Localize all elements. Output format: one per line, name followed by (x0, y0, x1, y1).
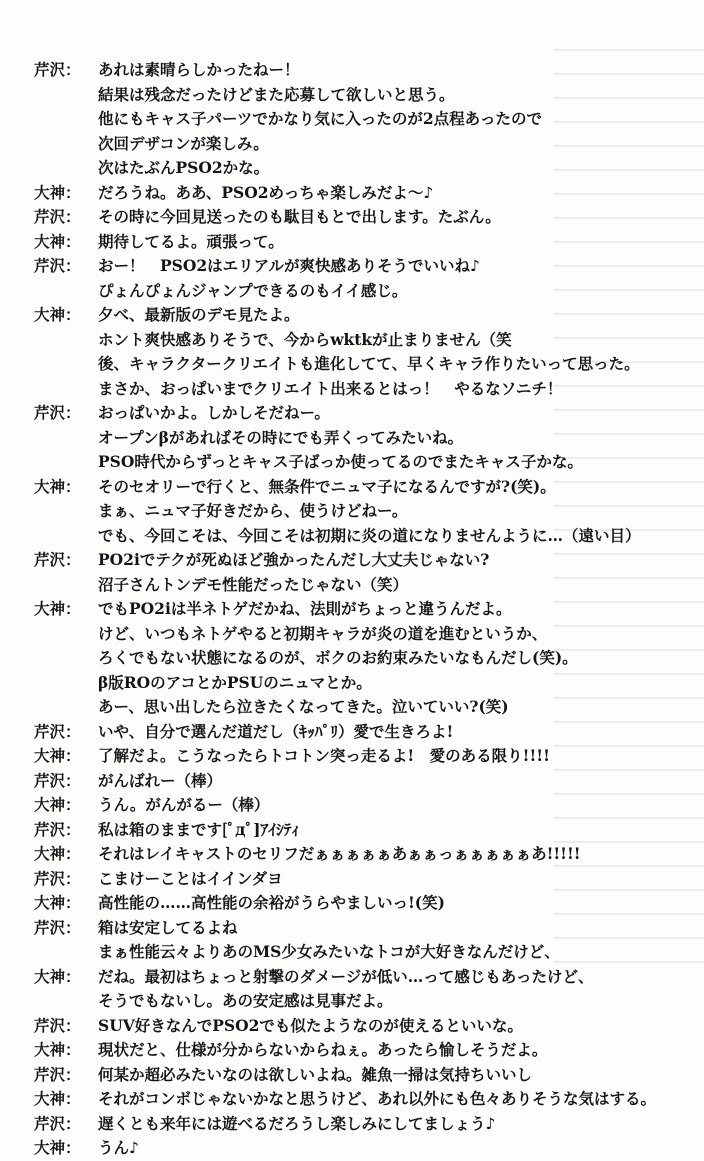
speaker-name: 大神： (34, 305, 81, 324)
speech-line: まさか、おっぱいまでクリエイト出来るとはっ！ やるなソニチ！ (98, 378, 563, 398)
speech-line: 期待してるよ。頑張って。 (98, 231, 284, 251)
speech-line: あれは素晴らしかったねー！ (98, 60, 300, 79)
dialogue-entry (34, 891, 684, 916)
speech-line: こまけーことはイインダヨ (98, 868, 283, 888)
dialogue-entry (34, 1014, 684, 1039)
speaker-name: 大神： (34, 795, 81, 814)
dialogue-entry (34, 818, 684, 843)
dialogue-entry (34, 205, 684, 230)
dialogue-entry (34, 720, 684, 745)
speech-text (98, 475, 684, 549)
speech-text (98, 205, 684, 230)
speech-text (98, 303, 684, 401)
speech-text (98, 1087, 684, 1112)
speech-line: あー、思い出したら泣きたくなってきた。泣いていい?(笑) (98, 697, 509, 716)
speech-line: そのセオリーで行くと、無条件でニュマ子になるんですが?(笑)。 (98, 476, 556, 496)
dialogue-entry (34, 230, 684, 255)
speaker-name: 芹沢： (34, 256, 81, 275)
speech-text (98, 720, 684, 745)
speech-text (98, 769, 684, 794)
speech-text (98, 230, 684, 255)
speech-text (98, 401, 684, 475)
speaker-name: 大神： (34, 746, 81, 765)
speech-text (98, 867, 684, 892)
speech-line: がんばれー（棒） (98, 770, 223, 790)
dialogue-entry (34, 401, 684, 475)
speech-text (98, 793, 684, 818)
dialogue-entry (34, 1063, 684, 1088)
dialogue-entry (34, 597, 684, 720)
speaker-name: 大神： (34, 231, 81, 251)
speech-text (98, 181, 684, 206)
dialogue-entry (34, 1136, 684, 1161)
dialogue-entry (34, 793, 684, 818)
speaker-name: 芹沢： (34, 403, 81, 422)
speech-line: その時に今回見送ったのも駄目もとで出します。たぶん。 (98, 207, 501, 226)
speech-line: 了解だよ。こうなったらトコトン突っ走るよ! 愛のある限り!!!! (98, 746, 550, 765)
speaker-name: 芹沢： (34, 207, 81, 226)
speaker-name: 芹沢： (34, 1064, 81, 1084)
speaker-name: 芹沢： (34, 770, 81, 790)
speech-line: それはレイキャストのセリフだぁぁぁぁぁあぁぁっぁぁぁぁぁあ!!!!! (98, 844, 581, 863)
speaker-name: 芹沢： (34, 868, 81, 888)
speech-line: まぁ、ニュマ子好きだから、使うけどねー。 (98, 501, 408, 520)
speech-line: だろうね。ああ、PSO2めっちゃ楽しみだよ～♪ (98, 182, 434, 202)
dialogue-entry (34, 58, 684, 181)
speech-line: そうでもないし。あの安定感は見事だよ。 (98, 991, 393, 1010)
speech-text (98, 818, 684, 843)
speech-line: 次はたぶんPSO2かな。 (98, 158, 270, 177)
speech-line: 結果は残念だったけどまた応募して欲しいと思う。 (98, 84, 455, 104)
speech-line: でも、今回こそは、今回こそは初期に炎の道になりませんように…（遠い目） (98, 525, 641, 545)
speech-text (98, 891, 684, 916)
speech-line: ぴょんぴょんジャンプできるのもイイ感じ。 (98, 280, 408, 300)
speech-line: 何某か超必みたいなのは欲しいよね。雑魚一掃は気持ちいいし (98, 1064, 533, 1084)
dialogue-entry (34, 548, 684, 597)
speech-text (98, 1038, 684, 1063)
dialogue-entry (34, 842, 684, 867)
speech-line: PSO時代からずっとキャス子ばっか使ってるのでまたキャス子かな。 (98, 452, 583, 471)
speech-line: おー！ PSO2はエリアルが爽快感ありそうでいいね♪ (98, 256, 480, 275)
dialogue-entry (34, 1087, 684, 1112)
speech-text (98, 254, 684, 303)
speech-text (98, 548, 684, 597)
dialogue-entry (34, 769, 684, 794)
speech-line: 夕べ、最新版のデモ見たよ。 (98, 305, 300, 324)
speaker-name: 大神： (34, 476, 81, 496)
speech-line: オープンβがあればその時にでも弄くってみたいね。 (98, 427, 464, 447)
speech-line: いや、自分で選んだ道だし（ｷｯﾊﾟﾘ）愛で生きろよ! (98, 721, 454, 741)
speech-line: まぁ性能云々よりあのMS少女みたいなトコが大好きなんだけど、 (98, 942, 560, 961)
speech-line: うん♪ (98, 1138, 139, 1157)
speech-line: ろくでもない状態になるのが、ボクのお約束みたいなもんだし(笑)。 (98, 648, 578, 667)
speaker-name: 大神： (34, 844, 81, 863)
speaker-name: 大神： (34, 599, 81, 618)
dialogue-entry (34, 1112, 684, 1137)
dialogue-entry (34, 254, 684, 303)
speech-line: うん。がんがるー（棒） (98, 795, 270, 814)
speaker-name: 芹沢： (34, 1015, 81, 1035)
speech-line: 沼子さんトンデモ性能だったじゃない（笑） (98, 574, 409, 594)
speaker-name: 大神： (34, 966, 81, 986)
speech-text (98, 744, 684, 769)
speech-line: β版ROのアコとかPSUのニュマとか。 (98, 672, 372, 692)
dialogue-entry (34, 1038, 684, 1063)
speech-line: 私は箱のままです[ﾟдﾟ]ｱｲｼﾃｨ (98, 819, 300, 839)
speaker-name: 芹沢： (34, 917, 81, 937)
speech-line: だね。最初はちょっと射撃のダメージが低い…って感じもあったけど、 (98, 966, 594, 986)
speaker-name: 大神： (34, 1040, 81, 1059)
speech-line: けど、いつもネトゲやると初期キャラが炎の道を進むというか、 (98, 623, 548, 643)
speech-line: SUV好きなんでPSO2でも似たようなのが使えるといいな。 (98, 1015, 523, 1035)
speaker-name: 芹沢： (34, 1113, 81, 1133)
speech-text (98, 1136, 684, 1161)
speech-line: ホント爽快感ありそうで、今からwktkが止まりません（笑 (98, 329, 512, 349)
dialogue-entry (34, 916, 684, 965)
dialogue-transcript (34, 58, 684, 1161)
speech-text (98, 965, 684, 1014)
speech-line: 箱は安定してるよね (98, 917, 238, 937)
speech-line: 他にもキャス子パーツでかなり気に入ったのが2点程あったので (98, 109, 543, 128)
speech-line: 後、キャラクタークリエイトも進化してて、早くキャラ作りたいって思った。 (98, 354, 640, 373)
speech-line: 遅くとも来年には遊べるだろうし楽しみにしてましょう♪ (98, 1113, 496, 1133)
dialogue-entry (34, 867, 684, 892)
speaker-name: 大神： (34, 182, 81, 202)
speech-line: それがコンボじゃないかなと思うけど、あれ以外にも色々ありそうな気はする。 (98, 1089, 657, 1108)
speech-line: PO2iでテクが死ぬほど強かったんだし大丈夫じゃない? (98, 550, 490, 569)
dialogue-entry (34, 965, 684, 1014)
speech-text (98, 597, 684, 720)
dialogue-entry (34, 181, 684, 206)
speech-text (98, 58, 684, 181)
speech-text (98, 842, 684, 867)
dialogue-entry (34, 744, 684, 769)
speech-line: 次回デザコンが楽しみ。 (98, 133, 269, 153)
speech-line: 高性能の……高性能の余裕がうらやましいっ!(笑) (98, 893, 445, 912)
speaker-name: 芹沢： (34, 60, 81, 79)
speech-text (98, 1063, 684, 1088)
speech-line: でもPO2iは半ネトゲだかね、法則がちょっと違うんだよ。 (98, 599, 512, 618)
dialogue-entry (34, 303, 684, 401)
speech-text (98, 1014, 684, 1039)
speech-text (98, 916, 684, 965)
speech-line: 現状だと、仕様が分からないからねぇ。あったら愉しそうだよ。 (98, 1040, 548, 1059)
speaker-name: 芹沢： (34, 550, 81, 569)
speech-text (98, 1112, 684, 1137)
speaker-name: 大神： (34, 1138, 81, 1157)
speech-line: おっぱいかよ。しかしそだねー。 (98, 403, 330, 422)
speaker-name: 芹沢： (34, 819, 81, 839)
dialogue-entry (34, 475, 684, 549)
speaker-name: 大神： (34, 1089, 81, 1108)
speaker-name: 大神： (34, 893, 81, 912)
speaker-name: 芹沢： (34, 721, 81, 741)
